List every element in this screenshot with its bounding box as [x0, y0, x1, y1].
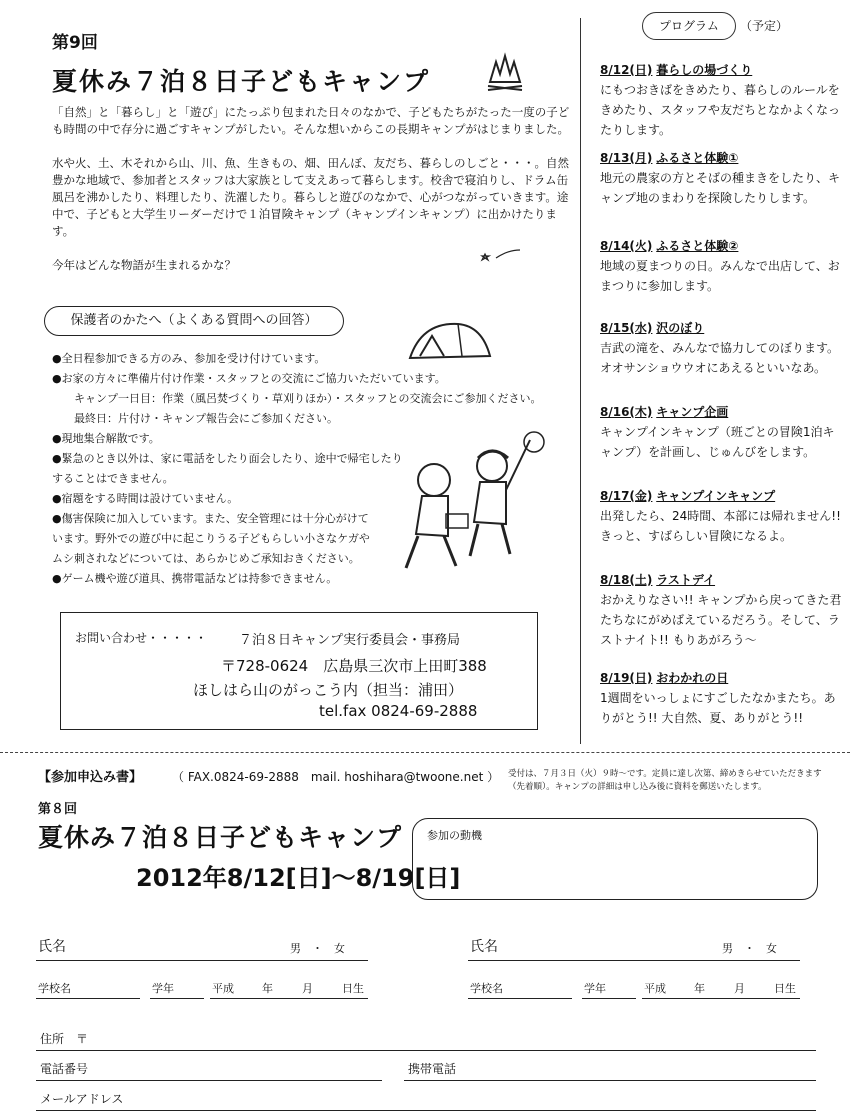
program-day	[600, 570, 845, 650]
gender-options: 男 ・ 女	[290, 942, 345, 955]
program-event: 沢のぼり	[656, 321, 705, 335]
grade-label: 学年	[584, 982, 606, 995]
birthday-label: 日生	[342, 982, 364, 995]
program-note: （予定）	[740, 19, 789, 33]
faq-heading: 保護者のかたへ（よくある質問への回答）	[44, 306, 344, 336]
program-day	[600, 60, 845, 140]
program-day	[600, 402, 845, 462]
program-desc: にもつおきばをきめたり、暮らしのルールをきめたり、スタッフや友だちとなかよくなったりします。	[600, 83, 841, 137]
contact-address: 〒728-0624 広島県三次市上田町388	[221, 657, 487, 675]
program-desc: キャンプインキャンプ（班ごとの冒険1泊キャンプ）を計画し、じゅんびをします。	[600, 425, 835, 459]
program-date: 8/15(水)	[600, 321, 653, 335]
month-label: 月	[734, 982, 745, 995]
program-date: 8/12(日)	[600, 63, 653, 77]
program-event: ラストデイ	[656, 573, 716, 587]
program-title: プログラム	[642, 12, 736, 40]
program-event: ふるさと体験①	[656, 151, 739, 165]
faq-item: 最終日：片付け・キャンプ報告会にご参加ください。	[52, 412, 338, 425]
email-field[interactable]	[36, 1086, 816, 1111]
year-label: 年	[694, 982, 705, 995]
program-date: 8/16(木)	[600, 405, 653, 419]
school-label: 学校名	[470, 982, 503, 995]
name-label: 氏名	[470, 939, 498, 955]
birthday-field[interactable]	[210, 976, 368, 999]
star-doodle	[476, 246, 522, 270]
campfire-illustration	[482, 48, 528, 94]
grade-field[interactable]	[150, 976, 204, 999]
program-event: おわかれの日	[656, 671, 729, 685]
contact-box	[60, 612, 538, 730]
faq-item: キャンプ一日目：作業（風呂焚づくり・草刈りほか）・スタッフとの交流会にご参加ください。	[52, 392, 542, 405]
edition-label: 第9回	[52, 33, 98, 53]
birthday-label: 日生	[774, 982, 796, 995]
program-day	[600, 236, 845, 296]
contact-label: お問い合わせ・・・・・	[75, 631, 208, 645]
faq-item: ムシ刺されなどについては、あらかじめご承知おきください。	[52, 552, 360, 565]
program-date: 8/17(金)	[600, 489, 653, 503]
cut-line	[0, 752, 850, 753]
column-divider	[580, 18, 581, 744]
phone-field[interactable]	[36, 1056, 382, 1081]
motive-label: 参加の動機	[427, 829, 482, 842]
program-desc: 出発したら、24時間、本部には帰れません!! きっと、すばらしい冒険になるよ。	[600, 509, 841, 543]
faq-item: することはできません。	[52, 472, 174, 485]
program-event: キャンプ企画	[656, 405, 729, 419]
program-event: ふるさと体験②	[656, 239, 739, 253]
faq-item: ●全日程参加できる方のみ、参加を受け付けています。	[52, 352, 326, 365]
gender-options: 男 ・ 女	[722, 942, 777, 955]
intro-paragraph: 水や火、土、木それから山、川、魚、生きもの、畑、田んぼ、友だち、暮らしのしごと・・・。自然豊かな地域で、参加者とスタッフは大家族として支えあって暮らします。校舎で寝泊りし、ドラム缶風呂を沸かしたり、料理したり、洗濯したり。暮らしと遊びのなかで、心がつながっていきます。途中で、子どもと大学生リーダーだけで１泊冒険キャンプ（キャンプインキャンプ）に出かけたります。	[52, 156, 570, 238]
faq-item: ●お家の方々に準備片付け作業・スタッフとの交流にご協力いただいています。	[52, 372, 446, 385]
name-label: 氏名	[38, 939, 66, 955]
birthday-field[interactable]	[642, 976, 800, 999]
form-edition: 第８回	[38, 802, 78, 817]
form-dates: 2012年8/12[日]〜8/19[日]	[136, 864, 461, 892]
program-event: 暮らしの場づくり	[656, 63, 753, 77]
faq-item: ●傷害保険に加入しています。また、安全管理には十分心がけて	[52, 512, 369, 525]
contact-place: ほしはら山のがっこう内（担当：浦田）	[193, 681, 464, 699]
address-field[interactable]	[36, 1026, 816, 1051]
address-label: 住所 〒	[40, 1032, 89, 1046]
era-label: 平成	[212, 982, 234, 995]
program-event: キャンプインキャンプ	[656, 489, 776, 503]
motive-field[interactable]	[412, 818, 818, 900]
grade-field[interactable]	[582, 976, 636, 999]
application-note: 受付は、７月３日（火）９時〜です。定員に達し次第、締めきらせていただきます（先着順）。キャンプの詳細は申し込み後に資料を郵送いたします。	[508, 769, 822, 792]
program-date: 8/13(月)	[600, 151, 653, 165]
contact-tel: tel.fax 0824-69-2888	[319, 702, 478, 720]
program-date: 8/18(土)	[600, 573, 653, 587]
intro-paragraph: 今年はどんな物語が生まれるかな？	[52, 258, 236, 272]
school-field[interactable]	[36, 976, 140, 999]
faq-item: います。野外での遊び中に起こりうる子どもらしい小さなケガや	[52, 532, 370, 545]
name-field[interactable]	[468, 934, 800, 961]
program-day	[600, 486, 845, 546]
faq-list	[52, 349, 542, 589]
faq-item: ●ゲーム機や遊び道具、携帯電話などは持参できません。	[52, 572, 338, 585]
program-day	[600, 148, 845, 208]
school-field[interactable]	[468, 976, 572, 999]
intro-paragraph: 「自然」と「暮らし」と「遊び」にたっぷり包まれた日々のなかで、子どもたちがたった一度の子ども時間の中で存分に過ごすキャンプがしたい。そんな想いからこの長期キャンプがはじまりました。	[52, 105, 570, 136]
program-desc: 地域の夏まつりの日。みんなで出店して、おまつりに参加します。	[600, 259, 840, 293]
year-label: 年	[262, 982, 273, 995]
month-label: 月	[302, 982, 313, 995]
program-day	[600, 318, 845, 378]
faq-item: ●宿題をする時間は設けていません。	[52, 492, 239, 505]
faq-item: ●現地集合解散です。	[52, 432, 160, 445]
program-desc: おかえりなさい!! キャンプから戻ってきた君たちなにがめばえているだろう。そして、ラストナイト!! もりあがろう〜	[600, 593, 842, 647]
program-day	[600, 668, 845, 728]
program-date: 8/14(火)	[600, 239, 653, 253]
contact-org: ７泊８日キャンプ実行委員会・事務局	[239, 633, 461, 648]
kids-illustration	[382, 430, 558, 580]
tent-illustration	[402, 316, 498, 364]
form-title: 夏休み７泊８日子どもキャンプ	[38, 823, 403, 852]
phone-label: 電話番号	[40, 1062, 89, 1076]
name-field[interactable]	[36, 934, 368, 961]
mobile-label: 携帯電話	[408, 1062, 457, 1076]
page-title: 夏休み７泊８日子どもキャンプ	[52, 67, 431, 96]
program-date: 8/19(日)	[600, 671, 653, 685]
grade-label: 学年	[152, 982, 174, 995]
program-desc: 吉武の滝を、みんなで協力してのぼります。オオサンショウウオにあえるといいなあ。	[600, 341, 840, 375]
email-label: メールアドレス	[40, 1092, 124, 1106]
school-label: 学校名	[38, 982, 71, 995]
era-label: 平成	[644, 982, 666, 995]
mobile-field[interactable]	[404, 1056, 816, 1081]
program-desc: 地元の農家の方とそばの種まきをしたり、キャンプ地のまわりを探険したりします。	[600, 171, 841, 205]
application-contact: （ FAX.0824-69-2888 mail. hoshihara@twoone.net ）	[172, 770, 500, 784]
faq-item: ●緊急のとき以外は、家に電話をしたり面会したり、途中で帰宅したり	[52, 452, 403, 465]
application-heading: 【参加申込み書】	[38, 770, 143, 785]
program-desc: 1週間をいっしょにすごしたなかまたち。ありがとう!! 大自然、夏、ありがとう!!	[600, 691, 836, 725]
